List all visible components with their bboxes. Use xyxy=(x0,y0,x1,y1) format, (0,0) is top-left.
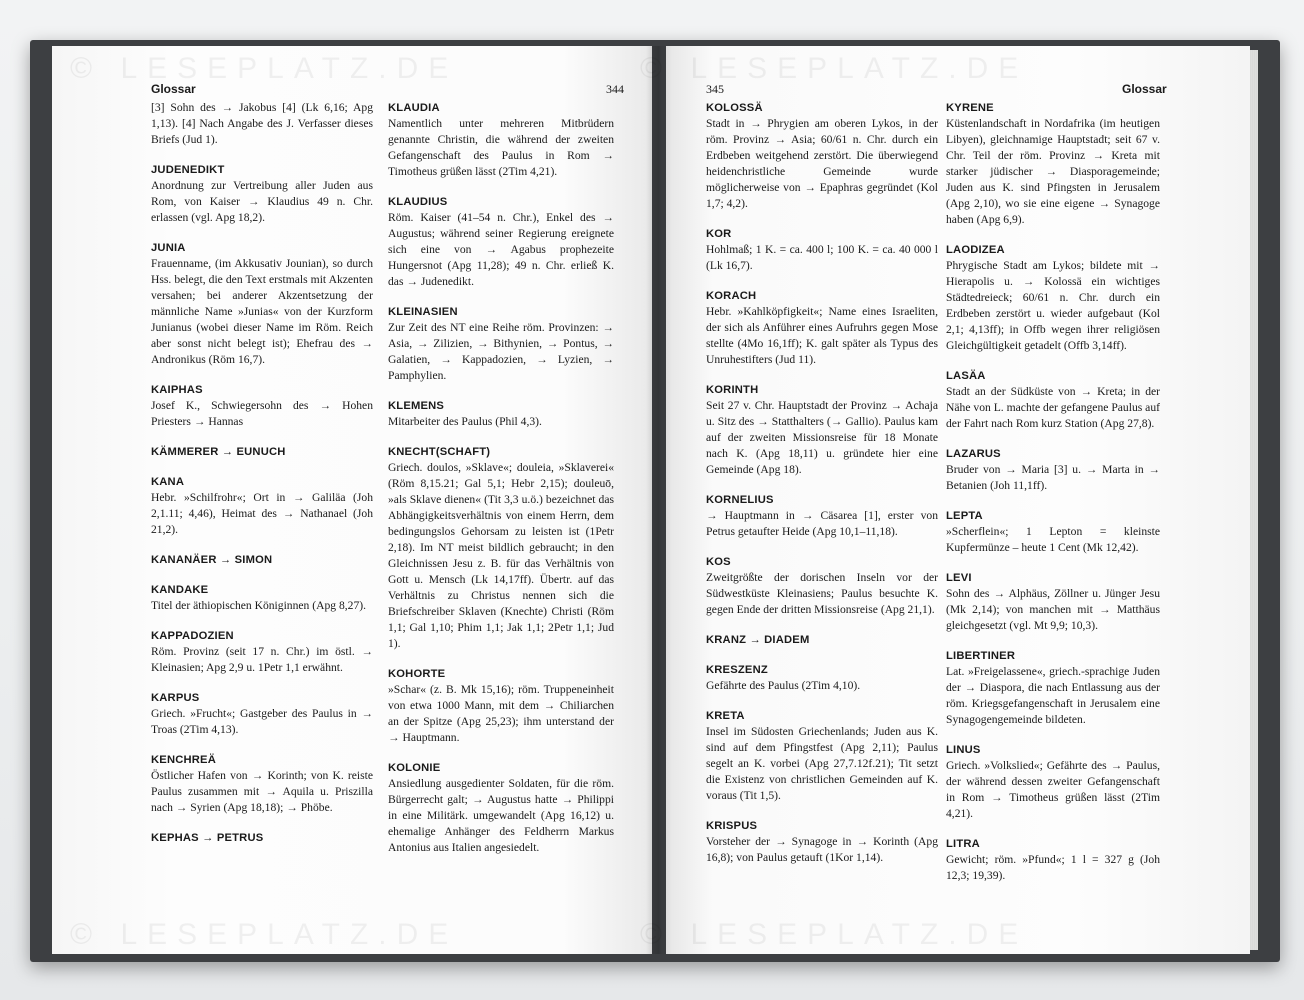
glossary-entry xyxy=(706,100,938,212)
entry-text: Stadt an der Südküste von → Kreta; in der Nähe von L. machte der gefangene Paulus auf der Fahrt nach Rom kurz Station (Apg 27,8). xyxy=(946,385,1160,430)
page-number: 345 xyxy=(706,82,724,96)
entry-heading: KANANÄER → SIMON xyxy=(151,554,273,566)
entry-text: Griech. »Volkslied«; Gefährte des → Paulus, der während dessen zweiter Gefangenschaft in Rom → Timotheus grüßen lässt (2Tim 4,21). xyxy=(946,759,1160,820)
entry-heading: LIBERTINER xyxy=(946,650,1016,662)
entry-heading: KANA xyxy=(151,476,185,488)
glossary-entry xyxy=(388,304,614,384)
glossary-column xyxy=(946,100,1160,898)
glossary-column xyxy=(151,100,373,860)
entry-heading: KOR xyxy=(706,228,732,240)
entry-text: Titel der äthiopischen Königinnen (Apg 8,27). xyxy=(151,599,366,612)
page-number: 344 xyxy=(606,82,624,96)
entry-text: »Scherflein«; 1 Lepton = kleinste Kupfermünze – heute 1 Cent (Mk 12,42). xyxy=(946,525,1160,554)
entry-text: Bruder von → Maria [3] u. → Marta in → Betanien (Joh 11,1ff). xyxy=(946,463,1160,492)
entry-heading: KOS xyxy=(706,556,731,568)
glossary-entry xyxy=(946,368,1160,432)
glossary-entry xyxy=(151,474,373,538)
glossary-entry xyxy=(151,444,373,460)
glossary-entry xyxy=(388,100,614,180)
entry-heading: JUDENEDIKT xyxy=(151,164,225,176)
glossary-entry xyxy=(946,836,1160,884)
glossary-entry xyxy=(151,240,373,368)
glossary-entry xyxy=(946,648,1160,728)
entry-heading: LASÄA xyxy=(946,370,986,382)
entry-heading: LEVI xyxy=(946,572,972,584)
entry-heading: KYRENE xyxy=(946,102,994,114)
entry-heading: KNECHT(SCHAFT) xyxy=(388,446,491,458)
glossary-entry xyxy=(706,492,938,540)
entry-heading: KOLOSSÄ xyxy=(706,102,763,114)
entry-text: Insel im Südosten Griechenlands; Juden aus K. sind auf dem Pfingstfest (Apg 2,11); Paulus segelt an K. vorbei (Apg 27,7.12f.21); Tit setzt die Existenz von christlichen Gemeinden auf K. voraus (Tit 1,5). xyxy=(706,725,938,802)
glossary-entry xyxy=(388,444,614,652)
entry-heading: KRANZ → DIADEM xyxy=(706,634,810,646)
entry-heading: KOLONIE xyxy=(388,762,441,774)
glossary-entry xyxy=(151,162,373,226)
entry-heading: LINUS xyxy=(946,744,981,756)
running-head: Glossar xyxy=(1122,82,1167,96)
entry-text: Hebr. »Kahlköpfigkeit«; Name eines Israeliten, der sich als Anführer eines Aufruhrs gegen Mose stellte (4Mo 16,1ff); K. galt später als Typus des Unruhestifters (Jud 11). xyxy=(706,305,938,366)
entry-text: Östlicher Hafen von → Korinth; von K. reiste Paulus zusammen mit → Aquila u. Priszilla nach → Syrien (Apg 18,18); → Phöbe. xyxy=(151,769,373,814)
left-page xyxy=(52,46,652,954)
entry-heading: KAPPADOZIEN xyxy=(151,630,234,642)
glossary-entry xyxy=(946,508,1160,556)
entry-heading: KLEMENS xyxy=(388,400,445,412)
entry-text: Anordnung zur Vertreibung aller Juden aus Rom, von Kaiser → Klaudius 49 n. Chr. erlassen (vgl. Apg 18,2). xyxy=(151,179,373,224)
entry-text: Josef K., Schwiegersohn des → Hohen Priesters → Hannas xyxy=(151,399,373,428)
entry-text: Röm. Provinz (seit 17 n. Chr.) im östl. → Kleinasien; Apg 2,9 u. 1Petr 1,1 erwähnt. xyxy=(151,645,373,674)
entry-heading: LITRA xyxy=(946,838,980,850)
entry-heading: KLAUDIA xyxy=(388,102,440,114)
entry-text: Hebr. »Schilfrohr«; Ort in → Galiläa (Joh 2,1.11; 4,46), Heimat des → Nathanael (Joh 21,2). xyxy=(151,491,373,536)
glossary-entry xyxy=(151,830,373,846)
glossary-entry xyxy=(151,690,373,738)
entry-heading: KÄMMERER → EUNUCH xyxy=(151,446,286,458)
glossary-entry xyxy=(388,666,614,746)
glossary-entry xyxy=(388,194,614,290)
entry-text: [3] Sohn des → Jakobus [4] (Lk 6,16; Apg 1,13). [4] Nach Angabe des J. Verfasser dieses Briefs (Jud 1). xyxy=(151,101,373,146)
entry-text: Ansiedlung ausgedienter Soldaten, für die röm. Bürgerrecht galt; → Augustus hatte → Philippi in eine Militärk. umgewandelt (Apg 16,12) u. ehemalige Anhänger des Feldherrn Markus Antonius aus Italien angesiedelt. xyxy=(388,777,614,854)
glossary-entry xyxy=(706,662,938,694)
glossary-entry xyxy=(946,570,1160,634)
entry-text: Frauenname, (im Akkusativ Jounian), so durch Hss. belegt, die den Text erstmals mit Akzenten versahen; bei anderer Akzentsetzung der männliche Name »Junias« von der Kurzform Junianus (wobei dieser Name im Röm. Reich aber sonst nicht belegt ist); Ehefrau des → Andronikus (Röm 16,7). xyxy=(151,257,373,366)
glossary-entry xyxy=(706,226,938,274)
entry-text: Namentlich unter mehreren Mitbrüdern genannte Christin, die während der zweiten Gefangenschaft des Paulus in Rom → Timotheus grüßen lässt (2Tim 4,21). xyxy=(388,117,614,178)
entry-text: Zur Zeit des NT eine Reihe röm. Provinzen: → Asia, → Zilizien, → Bithynien, → Pontus, → Galatien, → Kappadozien, → Lyzien, → Pamphylien. xyxy=(388,321,614,382)
glossary-entry xyxy=(706,288,938,368)
entry-heading: KORINTH xyxy=(706,384,759,396)
glossary-column xyxy=(388,100,614,870)
entry-text: Hohlmaß; 1 K. = ca. 400 l; 100 K. = ca. 40 000 l (Lk 16,7). xyxy=(706,243,938,272)
glossary-entry xyxy=(946,242,1160,354)
glossary-entry xyxy=(151,628,373,676)
glossary-entry xyxy=(706,708,938,804)
entry-text: Gefährte des Paulus (2Tim 4,10). xyxy=(706,679,861,692)
entry-heading: KOHORTE xyxy=(388,668,446,680)
entry-heading: KRETA xyxy=(706,710,745,722)
entry-heading: KORNELIUS xyxy=(706,494,774,506)
entry-heading: KLAUDIUS xyxy=(388,196,448,208)
entry-heading: KAIPHAS xyxy=(151,384,203,396)
glossary-entry xyxy=(946,446,1160,494)
entry-heading: LEPTA xyxy=(946,510,983,522)
entry-text: Vorsteher der → Synagoge in → Korinth (Apg 16,8); von Paulus getauft (1Kor 1,14). xyxy=(706,835,938,864)
entry-text: Lat. »Freigelassene«, griech.-sprachige Juden der → Diaspora, die nach Entlassung aus der röm. Kriegsgefangenschaft in Jerusalem eine Synagogengemeinde bildeten. xyxy=(946,665,1160,726)
glossary-entry xyxy=(946,742,1160,822)
glossary-entry xyxy=(706,382,938,478)
entry-text: Sohn des → Alphäus, Zöllner u. Jünger Jesu (Mk 2,14); von manchen mit → Matthäus gleichgesetzt (vgl. Mt 9,9; 10,3). xyxy=(946,587,1160,632)
glossary-entry xyxy=(706,632,938,648)
entry-heading: KEPHAS → PETRUS xyxy=(151,832,264,844)
entry-text: Stadt in → Phrygien am oberen Lykos, in der röm. Provinz → Asia; 60/61 n. Chr. durch ein Erdbeben weitgehend zerstört. Die überwiegend heidenchristliche Gemeinde wurde möglicherweise von → Epaphras gegründet (Kol 1,7; 4,2). xyxy=(706,117,938,210)
glossary-entry xyxy=(706,818,938,866)
running-head: Glossar xyxy=(151,82,196,96)
glossary-column xyxy=(706,100,938,880)
entry-text: Griech. doulos, »Sklave«; douleia, »Sklaverei« (Röm 8,15.21; Gal 5,1; Hebr 2,15); douleuō, »als Sklave dienen« (Tit 3,3 u.ö.) bezeichnet das Abhängigkeitsverhältnis von einem Herrn, dem bedingungslos Gehorsam zu leisten ist (1Petr 2,18). Im NT meist bildlich gebraucht; in den Gleichnissen Jesu z. B. für das Verhältnis von Gott u. Mensch (Lk 14,17ff). Übertr. auf das Verhältnis zu Christus nennen sich die Briefschreiber Sklaven (Knechte) Christi (Röm 1,1; Gal 1,10; Phim 1,1; Jak 1,1; 2Petr 1,1; Jud 1). xyxy=(388,461,614,650)
glossary-entry xyxy=(706,554,938,618)
entry-heading: LAODIZEA xyxy=(946,244,1005,256)
right-page xyxy=(666,46,1250,954)
glossary-entry xyxy=(151,100,373,148)
entry-text: Küstenlandschaft in Nordafrika (im heutigen Libyen), gleichnamige Hauptstadt; seit 67 v. Chr. Teil der röm. Provinz → Kreta mit starker jüdischer → Diasporagemeinde; Juden aus K. sind Pfingsten in Jerusalem (Apg 2,10), wo sie eine eigene → Synagoge haben (Apg 6,9). xyxy=(946,117,1160,226)
entry-text: Gewicht; röm. »Pfund«; 1 l = 327 g (Joh 12,3; 19,39). xyxy=(946,853,1160,882)
glossary-entry xyxy=(946,100,1160,228)
glossary-entry xyxy=(151,752,373,816)
glossary-entry xyxy=(151,552,373,568)
entry-text: Mitarbeiter des Paulus (Phil 4,3). xyxy=(388,415,542,428)
entry-heading: JUNIA xyxy=(151,242,186,254)
entry-heading: KRESZENZ xyxy=(706,664,768,676)
page-edges xyxy=(1250,50,1258,950)
entry-text: Griech. »Frucht«; Gastgeber des Paulus in → Troas (2Tim 4,13). xyxy=(151,707,373,736)
entry-heading: KARPUS xyxy=(151,692,200,704)
entry-heading: KRISPUS xyxy=(706,820,758,832)
entry-heading: KENCHREÄ xyxy=(151,754,216,766)
glossary-entry xyxy=(388,760,614,856)
entry-text: »Schar« (z. B. Mk 15,16); röm. Truppeneinheit von etwa 1000 Mann, mit dem → Chiliarchen an der Spitze (Apg 25,23); ihm unterstand der → Hauptmann. xyxy=(388,683,614,744)
entry-heading: LAZARUS xyxy=(946,448,1001,460)
entry-heading: KANDAKE xyxy=(151,584,209,596)
glossary-entry xyxy=(151,382,373,430)
entry-heading: KORACH xyxy=(706,290,757,302)
glossary-entry xyxy=(388,398,614,430)
glossary-entry xyxy=(151,582,373,614)
entry-text: Zweitgrößte der dorischen Inseln vor der Südwestküste Kleinasiens; Paulus besuchte K. gegen Ende der dritten Missionsreise (Apg 21,1). xyxy=(706,571,938,616)
entry-text: Röm. Kaiser (41–54 n. Chr.), Enkel des → Augustus; während seiner Regierung ereignete sich eine von → Agabus prophezeite Hungersnot (Apg 11,28); 49 n. Chr. erließ K. das → Judenedikt. xyxy=(388,211,614,288)
entry-text: Phrygische Stadt am Lykos; bildete mit → Hierapolis u. → Kolossä ein wichtiges Städtedreieck; 60/61 n. Chr. durch ein Erdbeben zerstört u. wieder aufgebaut (Kol 2,1; 4,13ff); in Offb wegen ihrer religiösen Gleichgültigkeit getadelt (Offb 3,14ff). xyxy=(946,259,1160,352)
entry-text: Seit 27 v. Chr. Hauptstadt der Provinz → Achaja u. Sitz des → Statthalters (→ Gallio). Paulus kam auf der zweiten Missionsreise für 18 Monate nach K. (Apg 18,11) u. gründete hier eine Gemeinde (Apg 18). xyxy=(706,399,938,476)
entry-text: → Hauptmann in → Cäsarea [1], erster von Petrus getaufter Heide (Apg 10,1–11,18). xyxy=(706,509,938,538)
entry-heading: KLEINASIEN xyxy=(388,306,458,318)
